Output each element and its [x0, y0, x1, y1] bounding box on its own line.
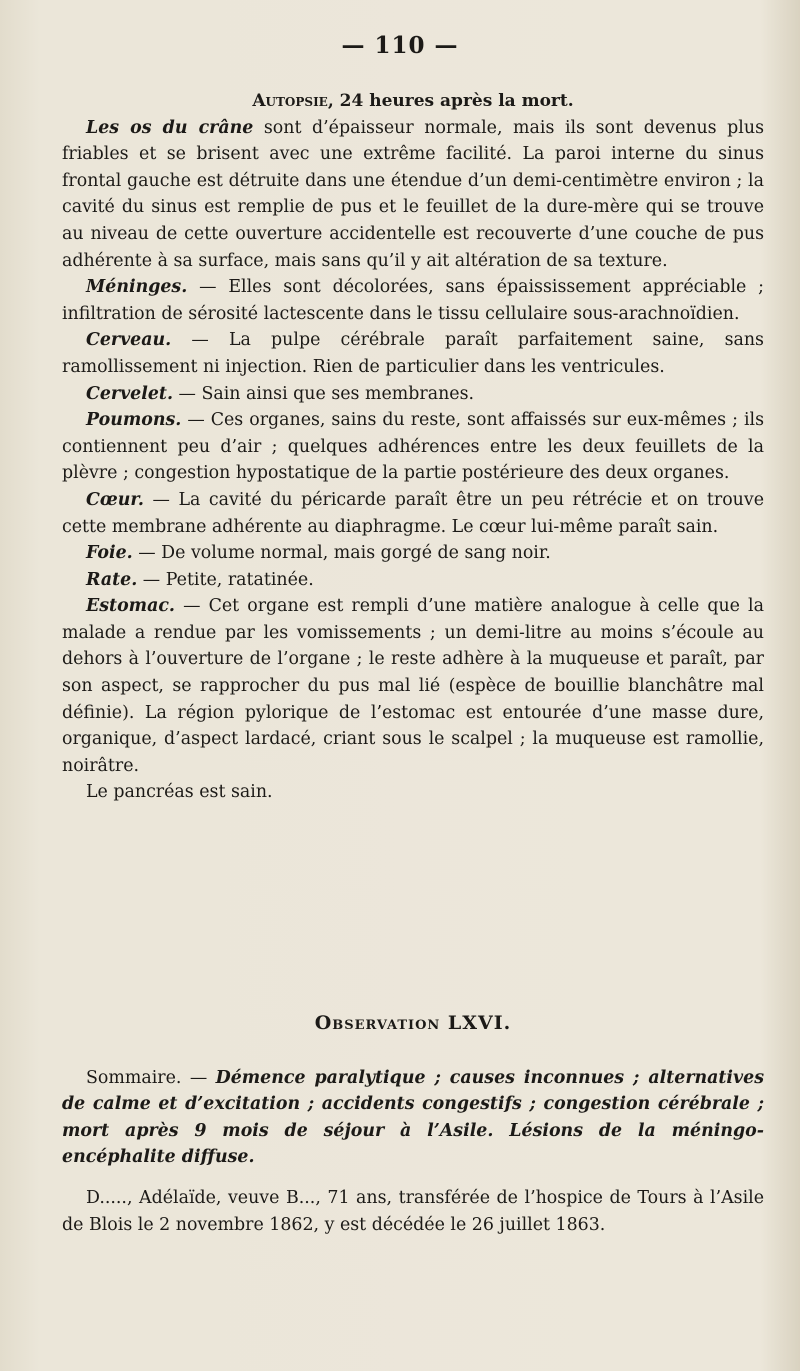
page-number: — 110 — — [341, 32, 459, 59]
paragraph-coeur — [62, 487, 764, 540]
paragraph-cerveau — [62, 327, 764, 380]
sommaire-dash: — — [181, 1067, 216, 1088]
paragraph-label: Estomac. — [86, 596, 175, 617]
autopsy-heading-rest: 24 heures après la mort. — [333, 91, 574, 111]
paragraph-text: — La pulpe cérébrale paraît parfaitement saine, sans ramollissement ni injection. Rien de particulier dans les ventricules. — [62, 330, 764, 377]
paragraph-text: — Ces organes, sains du reste, sont affaissés sur eux-mêmes ; ils contiennent peu d’air ; quelques adhérences entre les deux feuillets de la plèvre ; congestion hypostatique de la partie postérieure des deux organes. — [62, 410, 764, 484]
paragraph-pancreas — [62, 779, 764, 806]
autopsy-section — [62, 88, 764, 806]
paragraph-text: — Petite, ratatinée. — [137, 569, 314, 590]
paragraph-label: Rate. — [86, 569, 138, 590]
observation-intro: D....., Adélaïde, veuve B..., 71 ans, transférée de l’hospice de Tours à l’Asile de Blois le 2 novembre 1862, y est décédée le 26 juillet 1863. — [62, 1187, 764, 1235]
paragraph-crane — [62, 115, 764, 275]
paragraph-label: Cervelet. — [86, 383, 173, 404]
paragraph-poumons — [62, 407, 764, 487]
paragraph-estomac — [62, 593, 764, 779]
paragraph-label: Cœur. — [86, 489, 144, 510]
paragraph-rate — [62, 567, 764, 594]
autopsy-heading — [62, 88, 764, 115]
paragraph-text: — Elles sont décolorées, sans épaississement appréciable ; infiltration de sérosité lactescente dans le tissu cellulaire sous-arachnoïdien. — [62, 277, 764, 324]
paragraph-text: — De volume normal, mais gorgé de sang noir. — [132, 543, 551, 564]
paragraph-foie — [62, 540, 764, 567]
paragraph-label: Méninges. — [86, 277, 188, 298]
paragraph-label: Poumons. — [86, 410, 182, 431]
paragraph-text: Le pancréas est sain. — [86, 782, 273, 803]
paragraph-cervelet — [62, 381, 764, 408]
observation-title: Observation LXVI. — [314, 1012, 512, 1034]
paragraph-text: — Sain ainsi que ses membranes. — [173, 383, 475, 404]
sommaire-text: Démence paralytique ; causes inconnues ; alternatives de calme et d’excitation ; accidents congestifs ; congestion cérébrale ; mort après 9 mois de séjour à l’Asile. Lésions de la méningo-encéphalite diffuse. — [62, 1067, 764, 1168]
paragraph-meninges — [62, 274, 764, 327]
paragraph-label: Foie. — [86, 543, 133, 564]
paragraph-text: — Cet organe est rempli d’une matière analogue à celle que la malade a rendue par les vomissements ; un demi-litre au moins s’écoule au dehors à l’ouverture de l’organe ; le reste adhère à la muqueuse et paraît, par son aspect, se rapprocher du pus mal lié (espèce de bouillie blanchâtre mal définie). La région pylorique de l’estomac est entourée d’une masse dure, organique, d’aspect lardacé, criant sous le scalpel ; la muqueuse est ramollie, noirâtre. — [62, 596, 764, 776]
sommaire-label: Sommaire. — [86, 1067, 182, 1088]
sommaire — [62, 1065, 764, 1171]
paragraph-label: Cerveau. — [86, 330, 172, 351]
paragraph-text: sont d’épaisseur normale, mais ils sont devenus plus friables et se brisent avec une extrême facilité. La paroi interne du sinus frontal gauche est détruite dans une étendue d’un demi-centimètre environ ; la cavité du sinus est remplie de pus et le feuillet de la dure-mère qui se trouve au niveau de cette ouverture accidentelle est recouverte d’une couche de pus adhérente à sa surface, mais sans qu’il y ait altération de sa texture. — [62, 117, 764, 271]
autopsy-heading-label: Autopsie, — [252, 91, 334, 111]
paragraph-label: Les os du crâne — [86, 117, 254, 138]
paragraph-text: — La cavité du péricarde paraît être un peu rétrécie et on trouve cette membrane adhérente au diaphragme. Le cœur lui-même paraît sain. — [62, 489, 764, 537]
observation-section — [62, 1010, 764, 1238]
